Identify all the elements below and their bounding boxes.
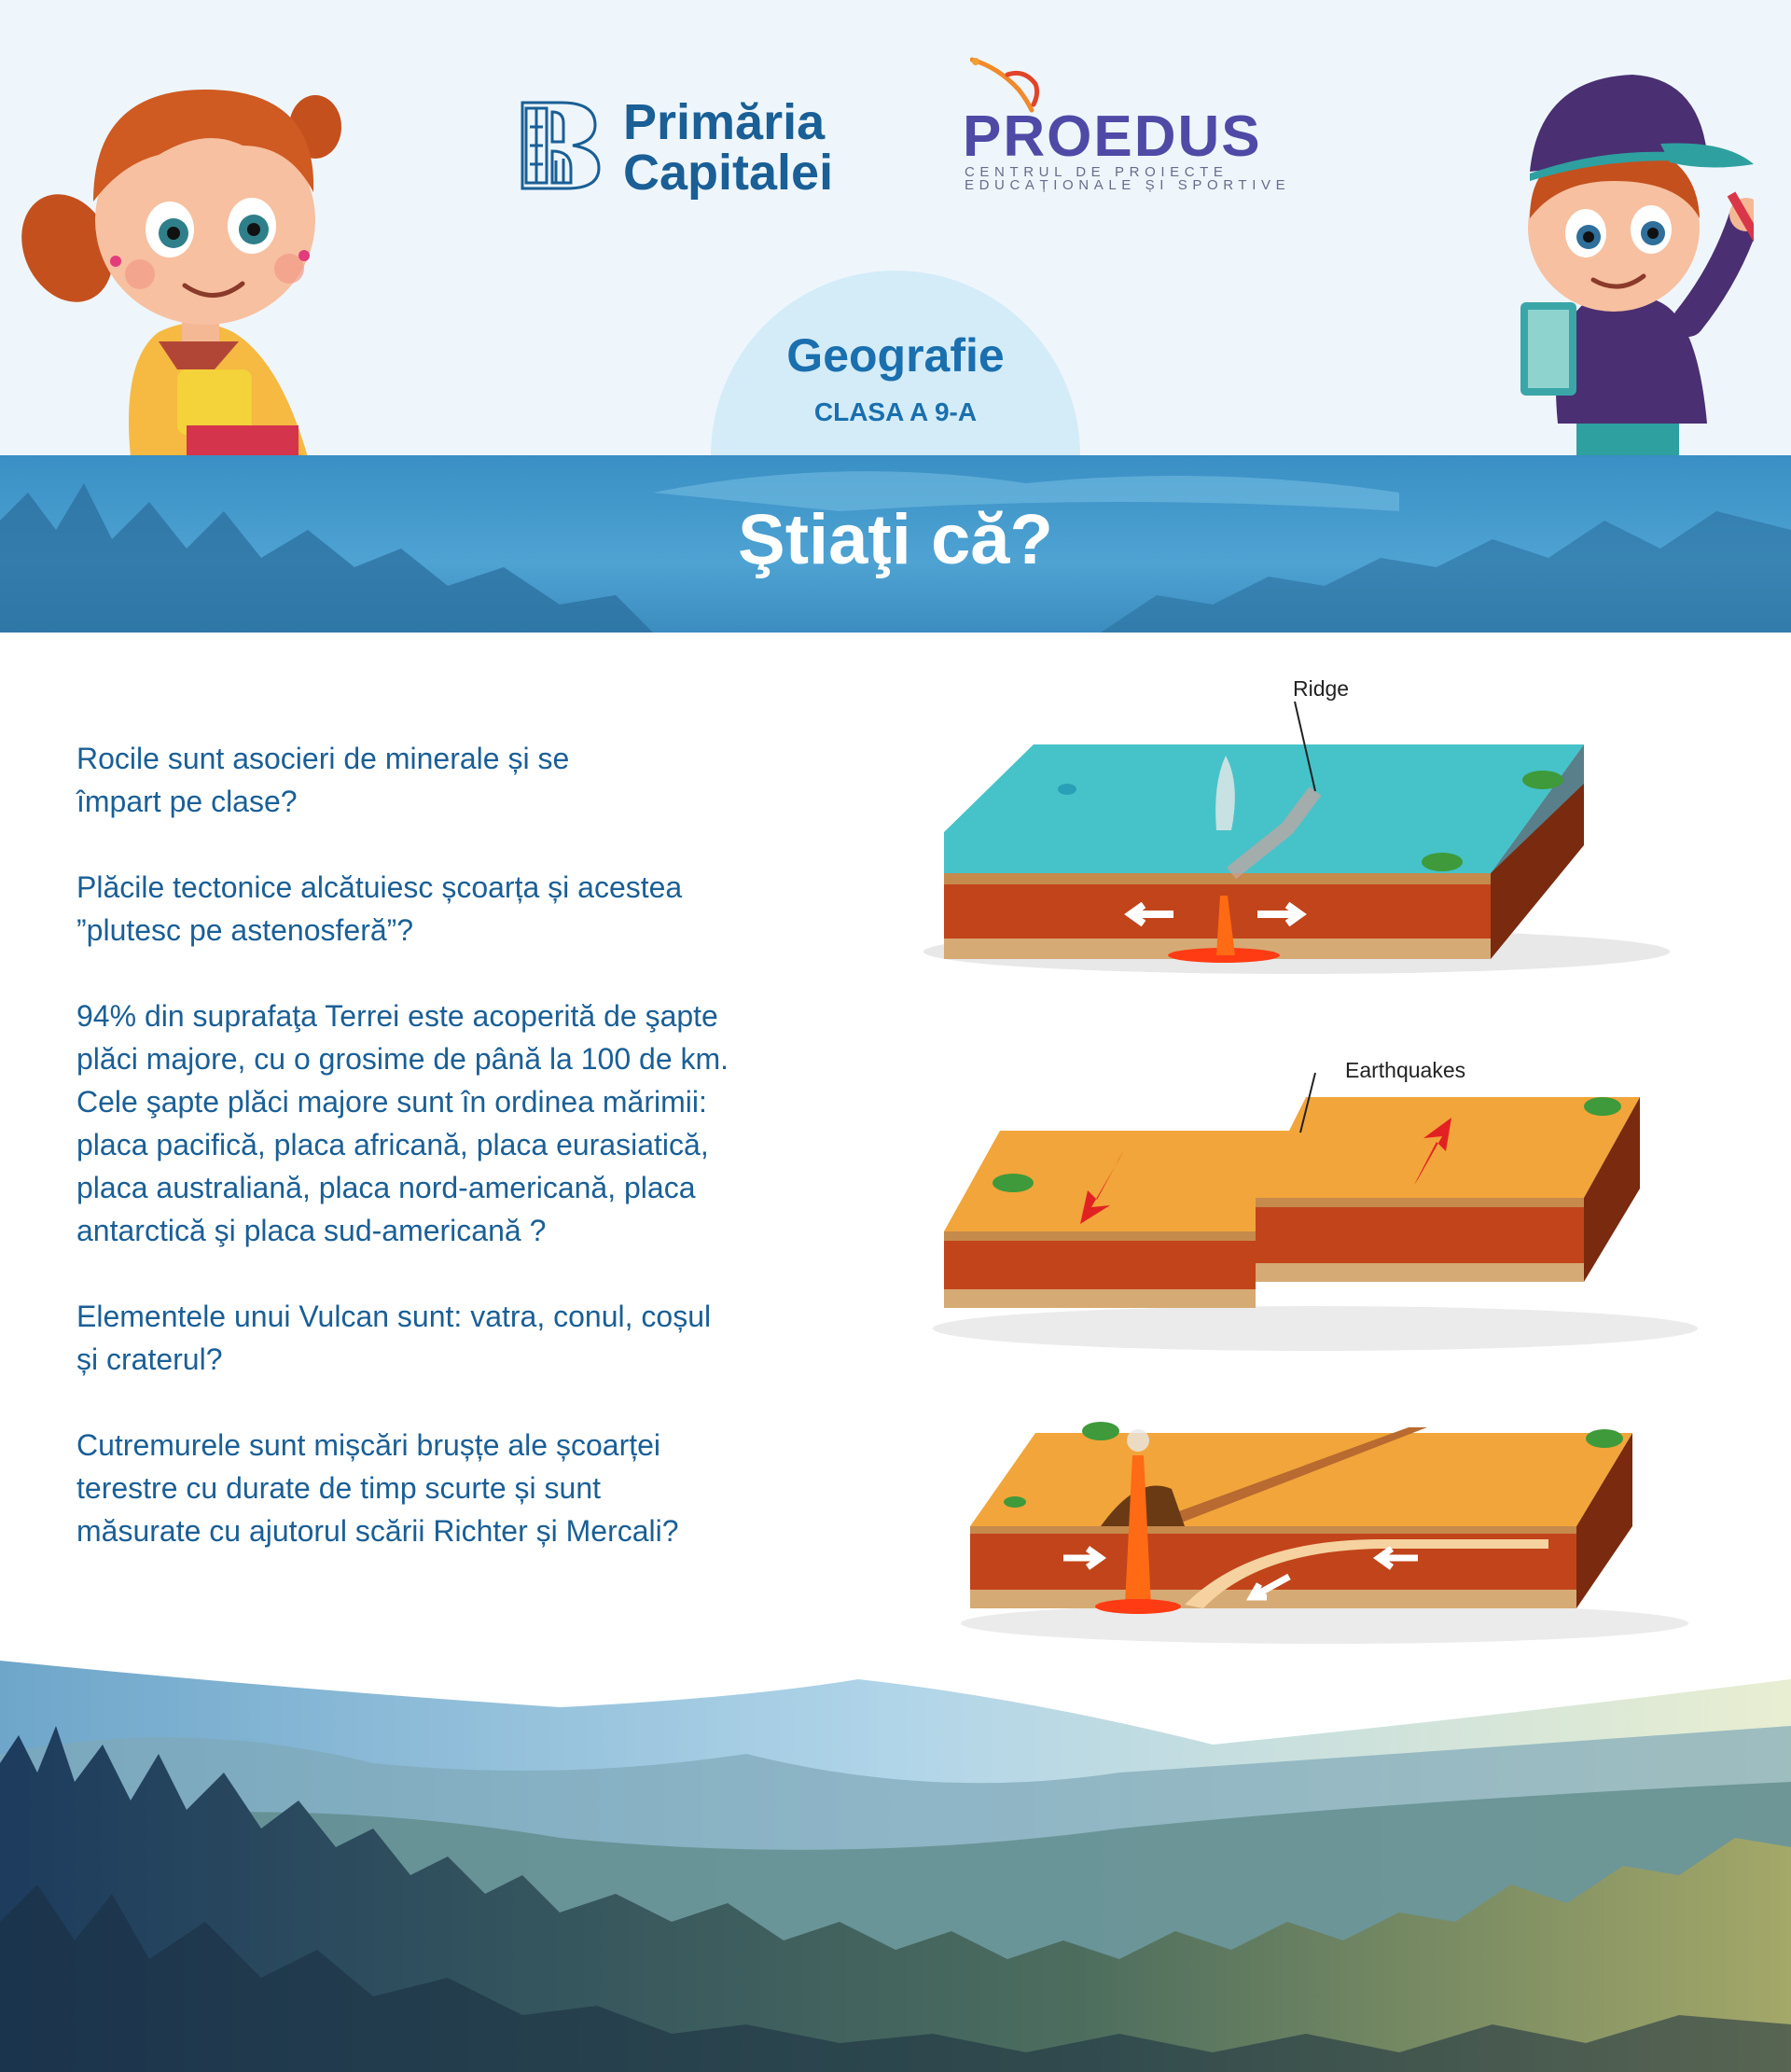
earthquakes-label: Earthquakes	[1345, 1058, 1466, 1082]
primaria-text: Primăria	[623, 94, 826, 150]
girl-character-illustration	[19, 62, 354, 457]
fact-line: Plăcile tectonice alcătuiesc școarța și acestea	[76, 870, 683, 904]
fact-line: plăci majore, cu o grosime de până la 100 de km.	[76, 1042, 729, 1076]
boy-character-illustration	[1474, 50, 1754, 457]
fact-item	[76, 1424, 804, 1552]
fact-line: Elementele unui Vulcan sunt: vatra, conul, coșul	[76, 1300, 712, 1333]
fact-line: ”plutesc pe astenosferă”?	[76, 913, 414, 947]
facts-list	[76, 737, 804, 1595]
proedus-subtitle-2: EDUCAȚIONALE ȘI SPORTIVE	[965, 177, 1291, 193]
fact-line: antarctică şi placa sud-americană ?	[76, 1214, 547, 1247]
fact-line: Cele şapte plăci majore sunt în ordinea mărimii:	[76, 1085, 707, 1119]
fact-line: terestre cu durate de timp scurte și sunt	[76, 1471, 602, 1505]
earthquakes-diagram	[923, 1049, 1707, 1366]
fact-item	[76, 737, 804, 823]
banner	[0, 455, 1791, 633]
banner-title: Ştiaţi că?	[738, 500, 1053, 579]
convergent-boundary-illustration	[951, 1399, 1716, 1651]
fact-line: placa pacifică, placa africană, placa eurasiatică,	[76, 1128, 709, 1161]
ridge-diagram	[923, 672, 1707, 980]
fact-item	[76, 994, 804, 1252]
fact-line: împart pe clase?	[76, 785, 298, 818]
primaria-capitalei-logo	[519, 94, 854, 201]
fact-line: și craterul?	[76, 1342, 223, 1376]
mountain-forest-landscape	[0, 1642, 1791, 2072]
transform-boundary-illustration	[923, 1049, 1707, 1366]
fact-line: Rocile sunt asocieri de minerale și se	[76, 742, 570, 775]
fact-line: Cutremurele sunt mișcări brușțe ale școarței	[76, 1428, 661, 1462]
fact-line: placa australiană, placa nord-americană, placa	[76, 1171, 696, 1204]
subduction-diagram	[951, 1399, 1716, 1651]
subject-title: Geografie	[786, 329, 1005, 382]
primaria-building-icon	[519, 99, 603, 192]
proedus-logo	[961, 56, 1291, 196]
capitalei-text: Capitalei	[623, 145, 834, 201]
fact-item	[76, 866, 804, 952]
fact-item	[76, 1295, 804, 1381]
proedus-name: PROEDUS	[963, 104, 1262, 169]
subject-grade: CLASA A 9-A	[813, 397, 978, 426]
fact-line: 94% din suprafaţa Terrei este acoperită de şapte	[76, 999, 718, 1033]
proedus-subtitle-1: CENTRUL DE PROIECTE	[965, 164, 1229, 180]
header	[0, 0, 1791, 457]
ridge-label: Ridge	[1293, 676, 1350, 701]
fact-line: măsurate cu ajutorul scării Richter și Mercali?	[76, 1514, 679, 1548]
divergent-boundary-illustration	[923, 672, 1707, 980]
